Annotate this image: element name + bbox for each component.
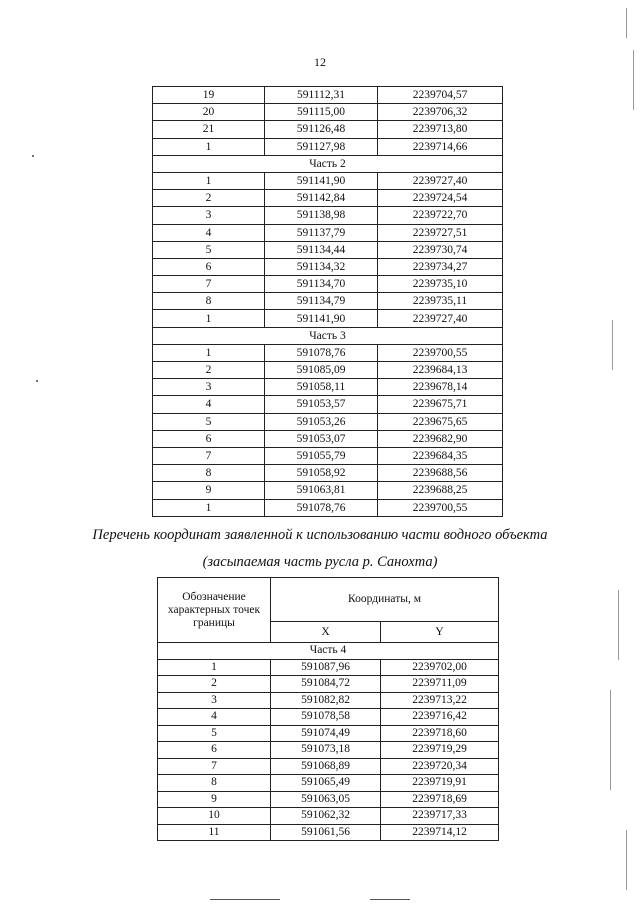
table-row	[158, 742, 499, 759]
y-coordinate: 2239727,40	[378, 310, 503, 327]
y-coordinate: 2239734,27	[378, 258, 503, 275]
x-coordinate: 591082,82	[271, 692, 381, 709]
x-coordinate: 591084,72	[271, 676, 381, 693]
header-x: X	[271, 621, 381, 642]
y-coordinate: 2239700,55	[378, 344, 503, 361]
table-row	[153, 344, 503, 361]
part-label: Часть 4	[158, 643, 499, 660]
part-header-row	[153, 155, 503, 172]
point-number: 7	[153, 447, 265, 464]
y-coordinate: 2239730,74	[378, 241, 503, 258]
x-coordinate: 591134,70	[265, 276, 378, 293]
table-row	[153, 430, 503, 447]
table-row	[158, 709, 499, 726]
point-number: 10	[158, 808, 271, 825]
table-row	[153, 172, 503, 189]
y-coordinate: 2239724,54	[378, 190, 503, 207]
header-y: Y	[381, 621, 499, 642]
part-header-row	[153, 327, 503, 344]
scan-edge-mark	[618, 590, 619, 660]
x-coordinate: 591141,90	[265, 310, 378, 327]
y-coordinate: 2239706,32	[378, 104, 503, 121]
table-row	[158, 692, 499, 709]
x-coordinate: 591141,90	[265, 172, 378, 189]
scan-edge-line	[210, 899, 280, 900]
x-coordinate: 591061,56	[271, 824, 381, 841]
table-row	[153, 190, 503, 207]
point-number: 20	[153, 104, 265, 121]
y-coordinate: 2239722,70	[378, 207, 503, 224]
y-coordinate: 2239719,91	[381, 775, 499, 792]
point-number: 7	[158, 758, 271, 775]
table-row	[153, 499, 503, 516]
x-coordinate: 591134,32	[265, 258, 378, 275]
y-coordinate: 2239682,90	[378, 430, 503, 447]
point-number: 8	[158, 775, 271, 792]
x-coordinate: 591134,79	[265, 293, 378, 310]
x-coordinate: 591126,48	[265, 121, 378, 138]
table-row	[153, 104, 503, 121]
table-row	[153, 87, 503, 104]
point-number: 19	[153, 87, 265, 104]
table-header	[158, 578, 499, 643]
point-number: 6	[153, 430, 265, 447]
point-number: 4	[158, 709, 271, 726]
coordinates-table-body	[158, 643, 499, 841]
x-coordinate: 591078,76	[265, 499, 378, 516]
y-coordinate: 2239719,29	[381, 742, 499, 759]
point-number: 5	[153, 413, 265, 430]
scan-edge-mark	[633, 50, 634, 110]
y-coordinate: 2239700,55	[378, 499, 503, 516]
x-coordinate: 591087,96	[271, 659, 381, 676]
section-heading: Перечень координат заявленной к использованию части водного объекта	[92, 527, 548, 543]
y-coordinate: 2239675,71	[378, 396, 503, 413]
scan-edge-mark	[626, 8, 627, 38]
point-number: 2	[153, 190, 265, 207]
point-number: 2	[153, 362, 265, 379]
water-object-coordinates-table	[157, 577, 499, 841]
point-number: 1	[153, 138, 265, 155]
table-row	[158, 824, 499, 841]
x-coordinate: 591053,26	[265, 413, 378, 430]
y-coordinate: 2239718,69	[381, 791, 499, 808]
y-coordinate: 2239735,10	[378, 276, 503, 293]
scan-edge-line	[370, 899, 410, 900]
table-row	[153, 207, 503, 224]
x-coordinate: 591074,49	[271, 725, 381, 742]
point-number: 8	[153, 293, 265, 310]
x-coordinate: 591127,98	[265, 138, 378, 155]
table-row	[153, 379, 503, 396]
y-coordinate: 2239713,22	[381, 692, 499, 709]
scan-speck	[36, 380, 38, 382]
x-coordinate: 591134,44	[265, 241, 378, 258]
point-number: 1	[158, 659, 271, 676]
table-row	[153, 224, 503, 241]
x-coordinate: 591058,92	[265, 465, 378, 482]
table-row	[153, 293, 503, 310]
x-coordinate: 591085,09	[265, 362, 378, 379]
table-row	[158, 758, 499, 775]
y-coordinate: 2239717,33	[381, 808, 499, 825]
y-coordinate: 2239688,56	[378, 465, 503, 482]
point-number: 9	[153, 482, 265, 499]
point-number: 11	[158, 824, 271, 841]
point-number: 6	[158, 742, 271, 759]
scan-edge-mark	[612, 320, 613, 370]
y-coordinate: 2239702,00	[381, 659, 499, 676]
header-point-designation: Обозначение характерных точек границы	[158, 578, 271, 643]
x-coordinate: 591112,31	[265, 87, 378, 104]
point-number: 8	[153, 465, 265, 482]
x-coordinate: 591142,84	[265, 190, 378, 207]
table-row	[158, 791, 499, 808]
y-coordinate: 2239688,25	[378, 482, 503, 499]
x-coordinate: 591115,00	[265, 104, 378, 121]
page-number: 12	[314, 55, 326, 69]
coordinates-table-body	[153, 87, 503, 517]
table-row	[153, 465, 503, 482]
table-row	[153, 447, 503, 464]
scan-edge-mark	[610, 690, 611, 790]
point-number: 7	[153, 276, 265, 293]
point-number: 1	[153, 310, 265, 327]
table-row	[158, 725, 499, 742]
x-coordinate: 591063,05	[271, 791, 381, 808]
point-number: 9	[158, 791, 271, 808]
table-row	[153, 121, 503, 138]
x-coordinate: 591063,81	[265, 482, 378, 499]
section-subheading: (засыпаемая часть русла р. Санохта)	[202, 554, 438, 570]
y-coordinate: 2239735,11	[378, 293, 503, 310]
x-coordinate: 591078,58	[271, 709, 381, 726]
y-coordinate: 2239718,60	[381, 725, 499, 742]
table-row	[153, 138, 503, 155]
point-number: 2	[158, 676, 271, 693]
header-coordinates: Координаты, м	[271, 578, 499, 622]
y-coordinate: 2239713,80	[378, 121, 503, 138]
x-coordinate: 591068,89	[271, 758, 381, 775]
y-coordinate: 2239714,66	[378, 138, 503, 155]
y-coordinate: 2239711,09	[381, 676, 499, 693]
point-number: 4	[153, 224, 265, 241]
x-coordinate: 591073,18	[271, 742, 381, 759]
y-coordinate: 2239684,35	[378, 447, 503, 464]
point-number: 6	[153, 258, 265, 275]
table-row	[153, 396, 503, 413]
x-coordinate: 591065,49	[271, 775, 381, 792]
scan-speck	[32, 155, 34, 157]
point-number: 1	[153, 344, 265, 361]
point-number: 21	[153, 121, 265, 138]
point-number: 4	[153, 396, 265, 413]
point-number: 1	[153, 172, 265, 189]
part-label: Часть 3	[153, 327, 503, 344]
point-number: 5	[158, 725, 271, 742]
y-coordinate: 2239704,57	[378, 87, 503, 104]
part-header-row	[158, 643, 499, 660]
table-row	[158, 676, 499, 693]
y-coordinate: 2239716,42	[381, 709, 499, 726]
table-row	[153, 482, 503, 499]
table-row	[158, 659, 499, 676]
x-coordinate: 591137,79	[265, 224, 378, 241]
coordinates-table-continued	[152, 86, 503, 517]
x-coordinate: 591055,79	[265, 447, 378, 464]
x-coordinate: 591078,76	[265, 344, 378, 361]
y-coordinate: 2239727,51	[378, 224, 503, 241]
table-row	[153, 413, 503, 430]
point-number: 5	[153, 241, 265, 258]
point-number: 3	[153, 379, 265, 396]
table-row	[158, 775, 499, 792]
x-coordinate: 591062,32	[271, 808, 381, 825]
x-coordinate: 591053,57	[265, 396, 378, 413]
y-coordinate: 2239684,13	[378, 362, 503, 379]
y-coordinate: 2239675,65	[378, 413, 503, 430]
scan-edge-mark	[626, 830, 627, 890]
table-row	[153, 276, 503, 293]
y-coordinate: 2239720,34	[381, 758, 499, 775]
table-row	[153, 258, 503, 275]
x-coordinate: 591138,98	[265, 207, 378, 224]
y-coordinate: 2239678,14	[378, 379, 503, 396]
table-row	[153, 362, 503, 379]
x-coordinate: 591053,07	[265, 430, 378, 447]
y-coordinate: 2239714,12	[381, 824, 499, 841]
part-label: Часть 2	[153, 155, 503, 172]
point-number: 3	[158, 692, 271, 709]
table-row	[153, 241, 503, 258]
x-coordinate: 591058,11	[265, 379, 378, 396]
point-number: 1	[153, 499, 265, 516]
table-row	[153, 310, 503, 327]
table-row	[158, 808, 499, 825]
point-number: 3	[153, 207, 265, 224]
y-coordinate: 2239727,40	[378, 172, 503, 189]
